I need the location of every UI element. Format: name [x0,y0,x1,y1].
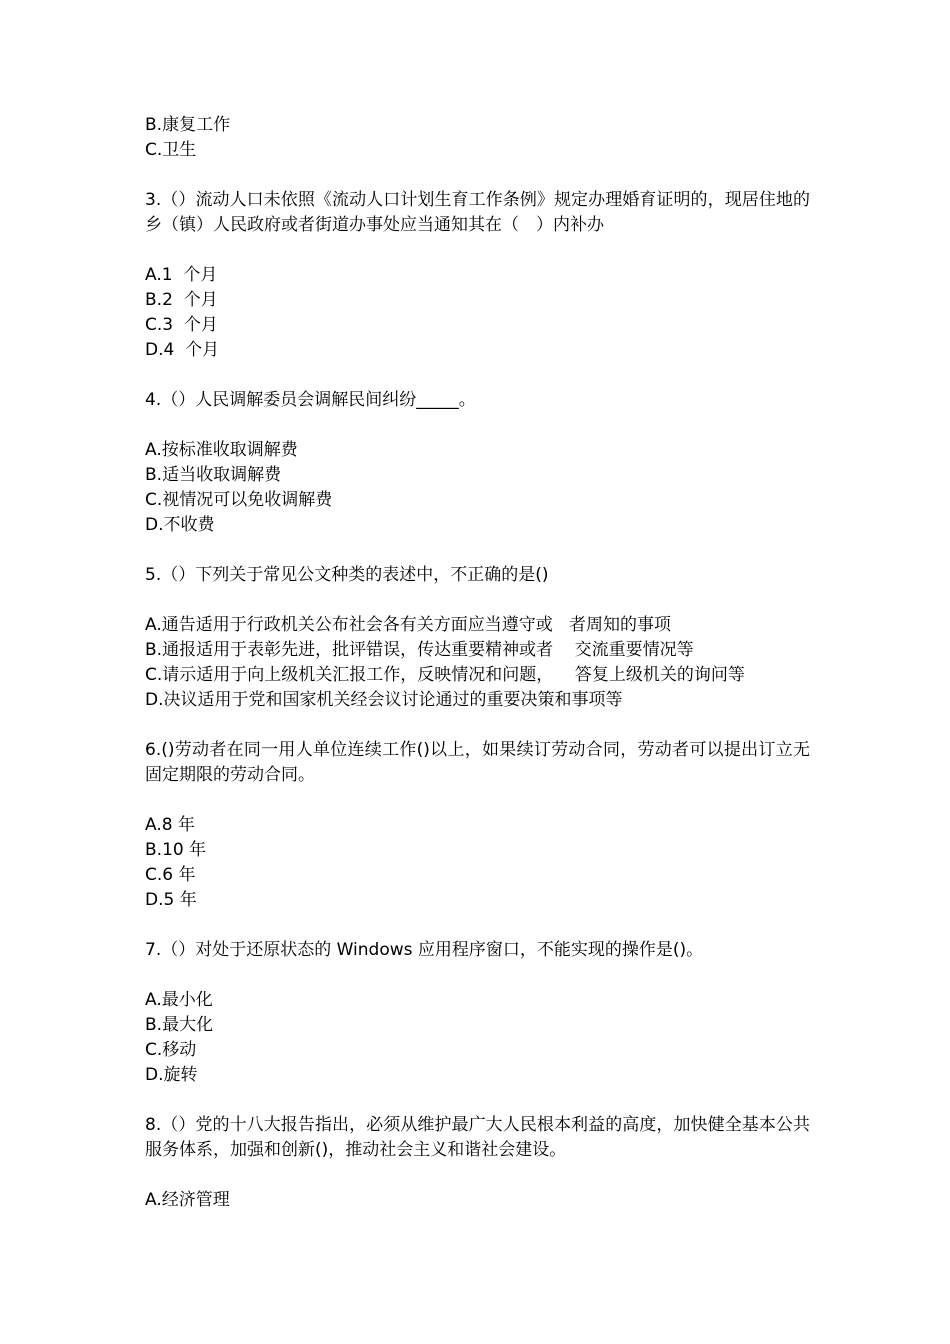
question-4 [145,388,810,538]
question-7-option-b: B.最大化 [145,1015,214,1035]
question-6-option-b: B.10 年 [145,840,207,860]
question-4-option-c: C.视情况可以免收调解费 [145,490,333,510]
question-4-stem: 4.（）人民调解委员会调解民间纠纷_____。 [145,390,476,410]
question-6-option-c: C.6 年 [145,865,196,885]
question-8 [145,1113,810,1213]
question-8-stem: 8.（）党的十八大报告指出，必须从维护最广大人民根本利益的高度，加快健全基本公共服务体系，加强和创新()，推动社会主义和谐社会建设。 [145,1115,810,1160]
question-7-option-c: C.移动 [145,1040,197,1060]
question-6 [145,738,810,913]
question-3-option-a: A.1 个月 [145,265,218,285]
question-3 [145,188,810,363]
exam-page [145,113,810,1213]
question-7 [145,938,810,1088]
question-3-option-d: D.4 个月 [145,340,220,360]
question-5-option-b: B.通报适用于表彰先进，批评错误，传达重要精神或者 交流重要情况等 [145,640,694,660]
question-5-stem: 5.（）下列关于常见公文种类的表述中，不正确的是() [145,565,549,585]
question-6-stem: 6.()劳动者在同一用人单位连续工作()以上，如果续订劳动合同，劳动者可以提出订立无固定期限的劳动合同。 [145,740,810,785]
question-4-option-a: A.按标准收取调解费 [145,440,298,460]
question-6-option-d: D.5 年 [145,890,197,910]
question-7-option-a: A.最小化 [145,990,213,1010]
option-top-c: C.卫生 [145,140,197,160]
question-5-option-c: C.请示适用于向上级机关汇报工作，反映情况和问题， 答复上级机关的询问等 [145,665,745,685]
question-4-option-b: B.适当收取调解费 [145,465,282,485]
question-3-option-c: C.3 个月 [145,315,218,335]
question-7-stem: 7.（）对处于还原状态的 Windows 应用程序窗口，不能实现的操作是()。 [145,940,704,960]
question-3-stem: 3.（）流动人口未依照《流动人口计划生育工作条例》规定办理婚育证明的，现居住地的乡（镇）人民政府或者街道办事处应当通知其在（ ）内补办 [145,190,810,235]
question-5-option-d: D.决议适用于党和国家机关经会议讨论通过的重要决策和事项等 [145,690,623,710]
question-6-option-a: A.8 年 [145,815,195,835]
question-5-option-a: A.通告适用于行政机关公布社会各有关方面应当遵守或 者周知的事项 [145,615,671,635]
question-3-option-b: B.2 个月 [145,290,218,310]
question-8-option-a: A.经济管理 [145,1190,230,1210]
option-top-b: B.康复工作 [145,115,231,135]
question-7-option-d: D.旋转 [145,1065,198,1085]
question-5 [145,563,810,713]
question-4-option-d: D.不收费 [145,515,215,535]
